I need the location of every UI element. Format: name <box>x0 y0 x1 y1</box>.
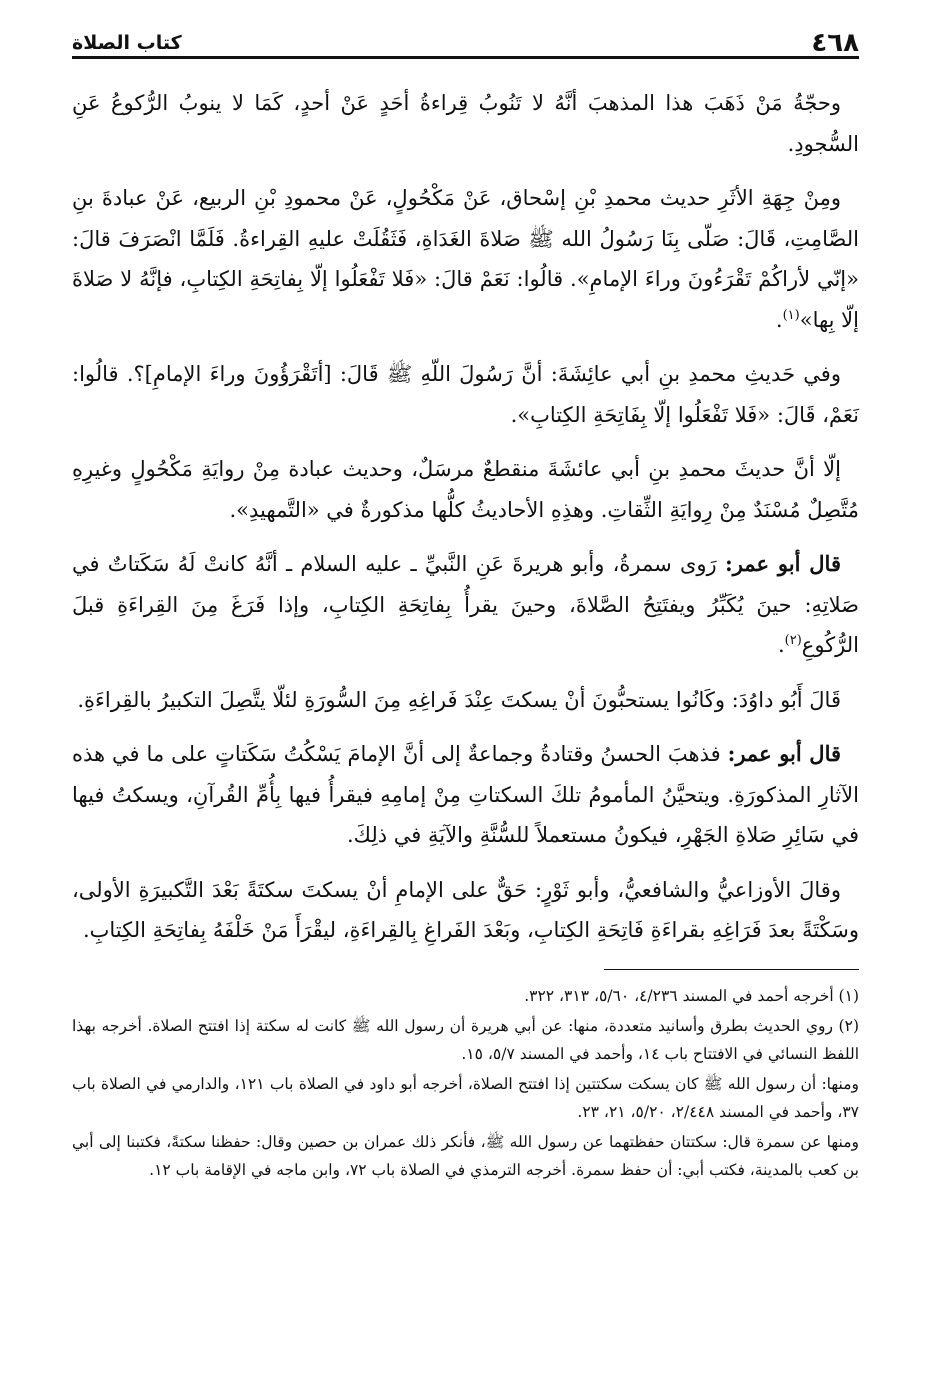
paragraph-4 <box>72 449 859 530</box>
footnote-2: (٢) روي الحديث بطرق وأسانيد متعددة، منها: عن أبي هريرة أن رسول الله ﷺ كانت له سكتة إذا افتتح الصلاة. أخرجه بهذا اللفظ النسائي في الافتتاح باب ١٤، وأحمد في المسند ٥/٧، ١٥. <box>72 1016 859 1063</box>
footnote-2-continued-b: ومنها عن سمرة قال: سكتتان حفظتهما عن رسول الله ﷺ، فأنكر ذلك عمران بن حصين وقال: حفظنا سكتةً، فكتبنا إلى أبي بن كعب بالمدينة، فكتب أبي: أن حفظ سمرة. أخرجه الترمذي في الصلاة باب ٧٢، وابن ماجه في الإقامة باب ١٢. <box>72 1132 859 1179</box>
paragraph-8 <box>72 870 859 951</box>
paragraph-text: فذهبَ الحسنُ وقتادةُ وجماعةٌ إلى أنَّ الإمامَ يَسْكُتُ سَكَتاتٍ على ما في هذه الآثارِ المذكورَةِ. ويتحيَّنُ المأمومُ تلكَ السكتاتِ مِنْ إمامِهِ فيقرأُ فيها بِأُمِّ القُرآنِ، ويسكتُ فيها في سَائِرِ صَلاةِ الجَهْرِ، فيكونُ مستعملاً للسُّنَّةِ والآيَةِ في ذلِكَ. <box>72 742 859 847</box>
paragraph-7 <box>72 734 859 856</box>
paragraph-2: ومِنْ جِهَةِ الأثَرِ حديث محمدِ بْنِ إسْحاق، عَنْ مَكْحُولٍ، عَنْ محمودِ بْنِ الربيع، عَنْ عبادةَ بنِ الصَّامِتِ، قَالَ: صَلّى بِنَا رَسُولُ الله ﷺ صَلاةَ الغَدَاةِ، فَثَقُلَتْ عليهِ القِراءةُ. فَلَمَّا انْصَرَفَ قالَ: «إنّي لأراكُمْ تَقْرَءُونَ وراءَ الإمامِ». قالُوا: نَعَمْ قالَ: «فَلا تَفْعَلُوا إلّا بِفاتِحَةِ الكِتابِ، فإنَّهُ لا صَلاةَ إلّا بِها»$^{(١)}$. <box>72 186 859 332</box>
running-header <box>72 20 859 59</box>
paragraph-6 <box>72 680 859 721</box>
page-number: ٤٦٨ <box>811 28 859 58</box>
footnote-ref-2[interactable]: (٢) <box>784 633 802 648</box>
paragraph-5: قال أبو عمر: رَوى سمرةُ، وأبو هريرةَ عَنِ النَّبيِّ ـ عليه السلام ـ أنَّهُ كانتْ لَهُ سَكَتاتٌ في صَلاتِهِ: حينَ يُكَبِّرُ ويفتَتِحُ الصَّلاةَ، وحينَ يقرأُ بِفاتِحَةِ الكِتابِ، وإذا فَرَغَ مِنَ القِراءَةِ قبلَ الرُّكُوعِ$^{(٢)}$. <box>72 551 859 657</box>
footnotes <box>72 982 859 1184</box>
paragraph-text: إلّا أنَّ حديثَ محمدِ بنِ أبي عائشَةَ منقطعٌ مرسَلٌ، وحديث عبادة مِنْ روايَةِ مَكْحُولٍ وغيرِهِ مُتَّصِلٌ مُسْنَدٌ مِنْ رِوايَةِ الثِّقاتِ. وهذِهِ الأحاديثُ كلُّها مذكورةٌ في «التَّمهيدِ». <box>72 457 859 522</box>
paragraph-text: وقالَ الأوزاعيُّ والشافعيُّ، وأبو ثَوْرٍ: حَقٌّ على الإمامِ أنْ يسكتَ سكتَةً بَعْدَ التَّكبيرَةِ الأولى، وسَكْتَةً بعدَ فَرَاغِهِ بقراءَةِ فَاتِحَةِ الكِتابِ، وبَعْدَ الفَراغِ بِالقِراءَةِ، ليقْرَأَ مَنْ خَلْفَهُ بِفاتِحَةِ الكِتابِ. <box>72 877 859 942</box>
footnote-1: (١) أخرجه أحمد في المسند ٤/٢٣٦، ٥/٦٠، ٣١٣، ٣٢٢. <box>524 986 859 1005</box>
paragraph-text: وحجّةُ مَنْ ذَهَبَ هذا المذهبَ أنَّهُ لا تَنُوبُ قِراءةُ أحَدٍ عَنْ أحدٍ، كَمَا لا ينوبُ الرُّكوعُ عَنِ السُّجودِ. <box>72 91 859 156</box>
book-title: كتاب الصلاة <box>72 32 182 54</box>
main-text <box>72 83 859 951</box>
book-page <box>72 20 859 1186</box>
footnote-separator <box>604 969 859 970</box>
paragraph-text: قَالَ أَبُو داوُدَ: وكَانُوا يستحبُّونَ أنْ يسكتَ عِنْدَ فَراغِهِ مِنَ السُّورَةِ لئلّا يتَّصِلَ التكبيرُ بالقِراءَةِ. <box>77 687 841 712</box>
speaker-label: قال أبو عمر: <box>727 741 842 766</box>
paragraph-text: رَوى سمرةُ، وأبو هريرةَ عَنِ النَّبيِّ ـ عليه السلام ـ أنَّهُ كانتْ لَهُ سَكَتاتٌ في صَلاتِهِ: حينَ يُكَبِّرُ ويفتَتِحُ الصَّلاةَ، وحينَ يقرأُ بِفاتِحَةِ الكِتابِ، وإذا فَرَغَ مِنَ القِراءَةِ قبلَ الرُّكُوعِ <box>72 552 859 657</box>
paragraph-1 <box>72 83 859 164</box>
speaker-label: قال أبو عمر: <box>724 551 841 576</box>
footnote-ref-1[interactable]: (١) <box>782 307 800 323</box>
paragraph-text: وفي حَديثِ محمدِ بنِ أبي عائِشَةَ: أنَّ رَسُولَ اللّهِ ﷺ قَالَ: [أتَقْرَؤُونَ وراءَ الإمامِ]؟. قالُوا: نَعَمْ، قَالَ: «فَلا تَفْعَلُوا إلّا بِفَاتِحَةِ الكِتابِ». <box>72 362 859 427</box>
paragraph-text: ومِنْ جِهَةِ الأثَرِ حديث محمدِ بْنِ إسْحاق، عَنْ مَكْحُولٍ، عَنْ محمودِ بْنِ الربيع، عَنْ عبادةَ بنِ الصَّامِتِ، قَالَ: صَلّى بِنَا رَسُولُ الله ﷺ صَلاةَ الغَدَاةِ، فَثَقُلَتْ عليهِ القِراءةُ. فَلَمَّا انْصَرَفَ قالَ: «إنّي لأراكُمْ تَقْرَءُونَ وراءَ الإمامِ». قالُوا: نَعَمْ قالَ: «فَلا تَفْعَلُوا إلّا بِفاتِحَةِ الكِتابِ، فإنَّهُ لا صَلاةَ إلّا بِها» <box>72 186 859 332</box>
footnote-2-continued-a: ومنها: أن رسول الله ﷺ كان يسكت سكتتين إذا افتتح الصلاة، أخرجه أبو داود في الصلاة باب ١٢١، والدارمي في الصلاة باب ٣٧، وأحمد في المسند ٢/٤٤٨، ٥/٢٠، ٢١، ٢٣. <box>72 1074 860 1121</box>
paragraph-3 <box>72 354 859 435</box>
